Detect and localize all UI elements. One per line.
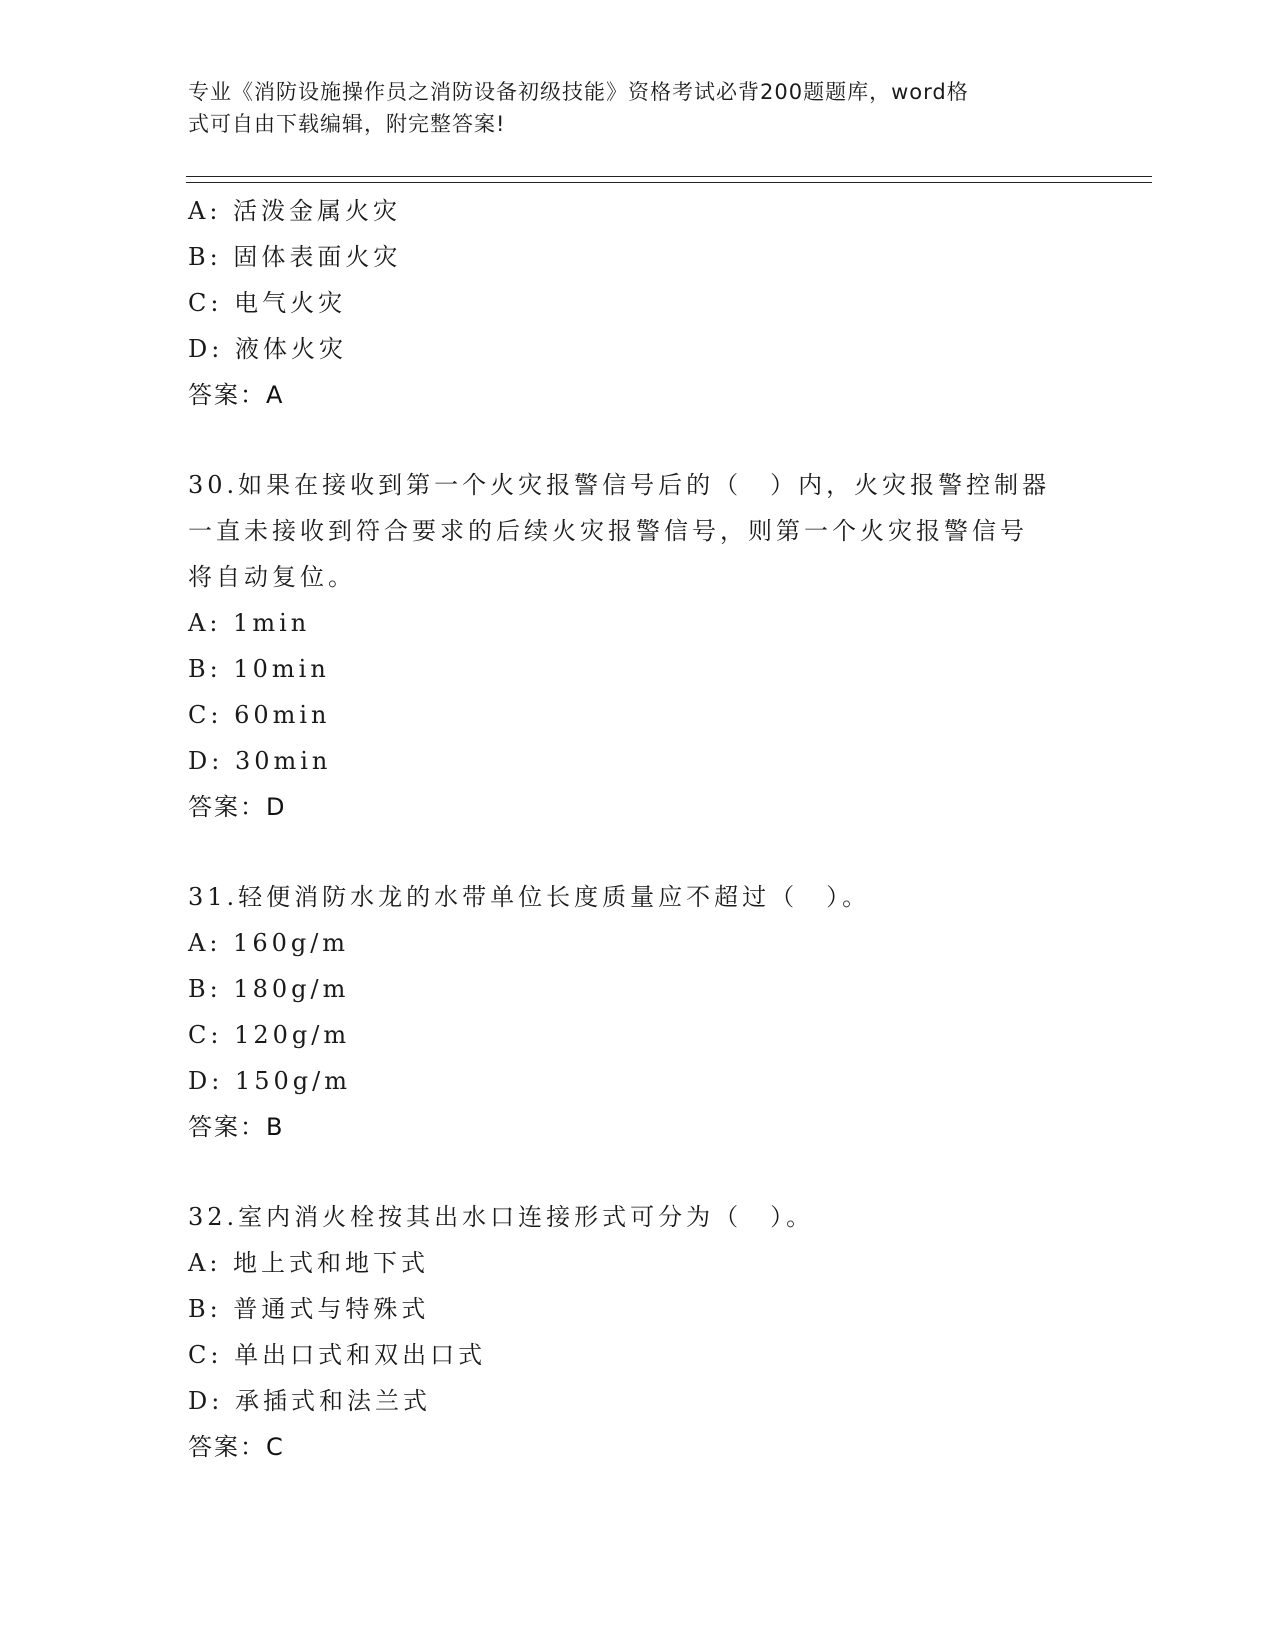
- header-line-1: 专业《消防设施操作员之消防设备初级技能》资格考试必背200题题库，word格: [188, 80, 969, 104]
- option-a: A: 地上式和地下式: [188, 1249, 430, 1277]
- option-b: B: 固体表面火灾: [188, 243, 402, 271]
- question-text: [188, 462, 1068, 600]
- question-text-line: 30.如果在接收到第一个火灾报警信号后的（ ）内，火灾报警控制器: [188, 471, 1051, 499]
- question-text-line: 32.室内消火栓按其出水口连接形式可分为（ ）。: [188, 1203, 815, 1231]
- option-a: A: 1min: [188, 609, 311, 637]
- option-a: A: 活泼金属火灾: [188, 197, 402, 225]
- header-line-2: 式可自由下载编辑，附完整答案!: [188, 112, 506, 136]
- option-d: D: 承插式和法兰式: [188, 1387, 431, 1415]
- option-c: C: 120g/m: [188, 1021, 351, 1049]
- question-block-30: [188, 462, 1088, 830]
- answer-label: 答案：C: [188, 1433, 285, 1461]
- answer-label: 答案：A: [188, 381, 285, 409]
- answer-label: 答案：D: [188, 793, 287, 821]
- option-d: D: 30min: [188, 747, 332, 775]
- option-b: B: 普通式与特殊式: [188, 1295, 430, 1323]
- option-a: A: 160g/m: [188, 929, 350, 957]
- header-divider-top: [186, 176, 1152, 177]
- question-list: [188, 188, 1088, 1470]
- question-block-32: [188, 1194, 1088, 1470]
- question-text: [188, 1194, 1068, 1240]
- option-c: C: 单出口式和双出口式: [188, 1341, 487, 1369]
- question-text-line: 将自动复位。: [188, 563, 356, 591]
- option-d: D: 液体火灾: [188, 335, 347, 363]
- option-c: C: 60min: [188, 701, 331, 729]
- spacer: [188, 418, 1088, 462]
- option-d: D: 150g/m: [188, 1067, 351, 1095]
- question-text-line: 31.轻便消防水龙的水带单位长度质量应不超过（ ）。: [188, 883, 871, 911]
- question-block-31: [188, 874, 1088, 1150]
- header-divider-bottom: [186, 182, 1152, 183]
- question-text: [188, 874, 1068, 920]
- spacer: [188, 830, 1088, 874]
- option-b: B: 180g/m: [188, 975, 350, 1003]
- spacer: [188, 1150, 1088, 1194]
- question-text-line: 一直未接收到符合要求的后续火灾报警信号，则第一个火灾报警信号: [188, 517, 1028, 545]
- option-b: B: 10min: [188, 655, 330, 683]
- question-block-29: [188, 188, 1088, 418]
- answer-label: 答案：B: [188, 1113, 285, 1141]
- option-c: C: 电气火灾: [188, 289, 347, 317]
- document-header: [188, 76, 1068, 140]
